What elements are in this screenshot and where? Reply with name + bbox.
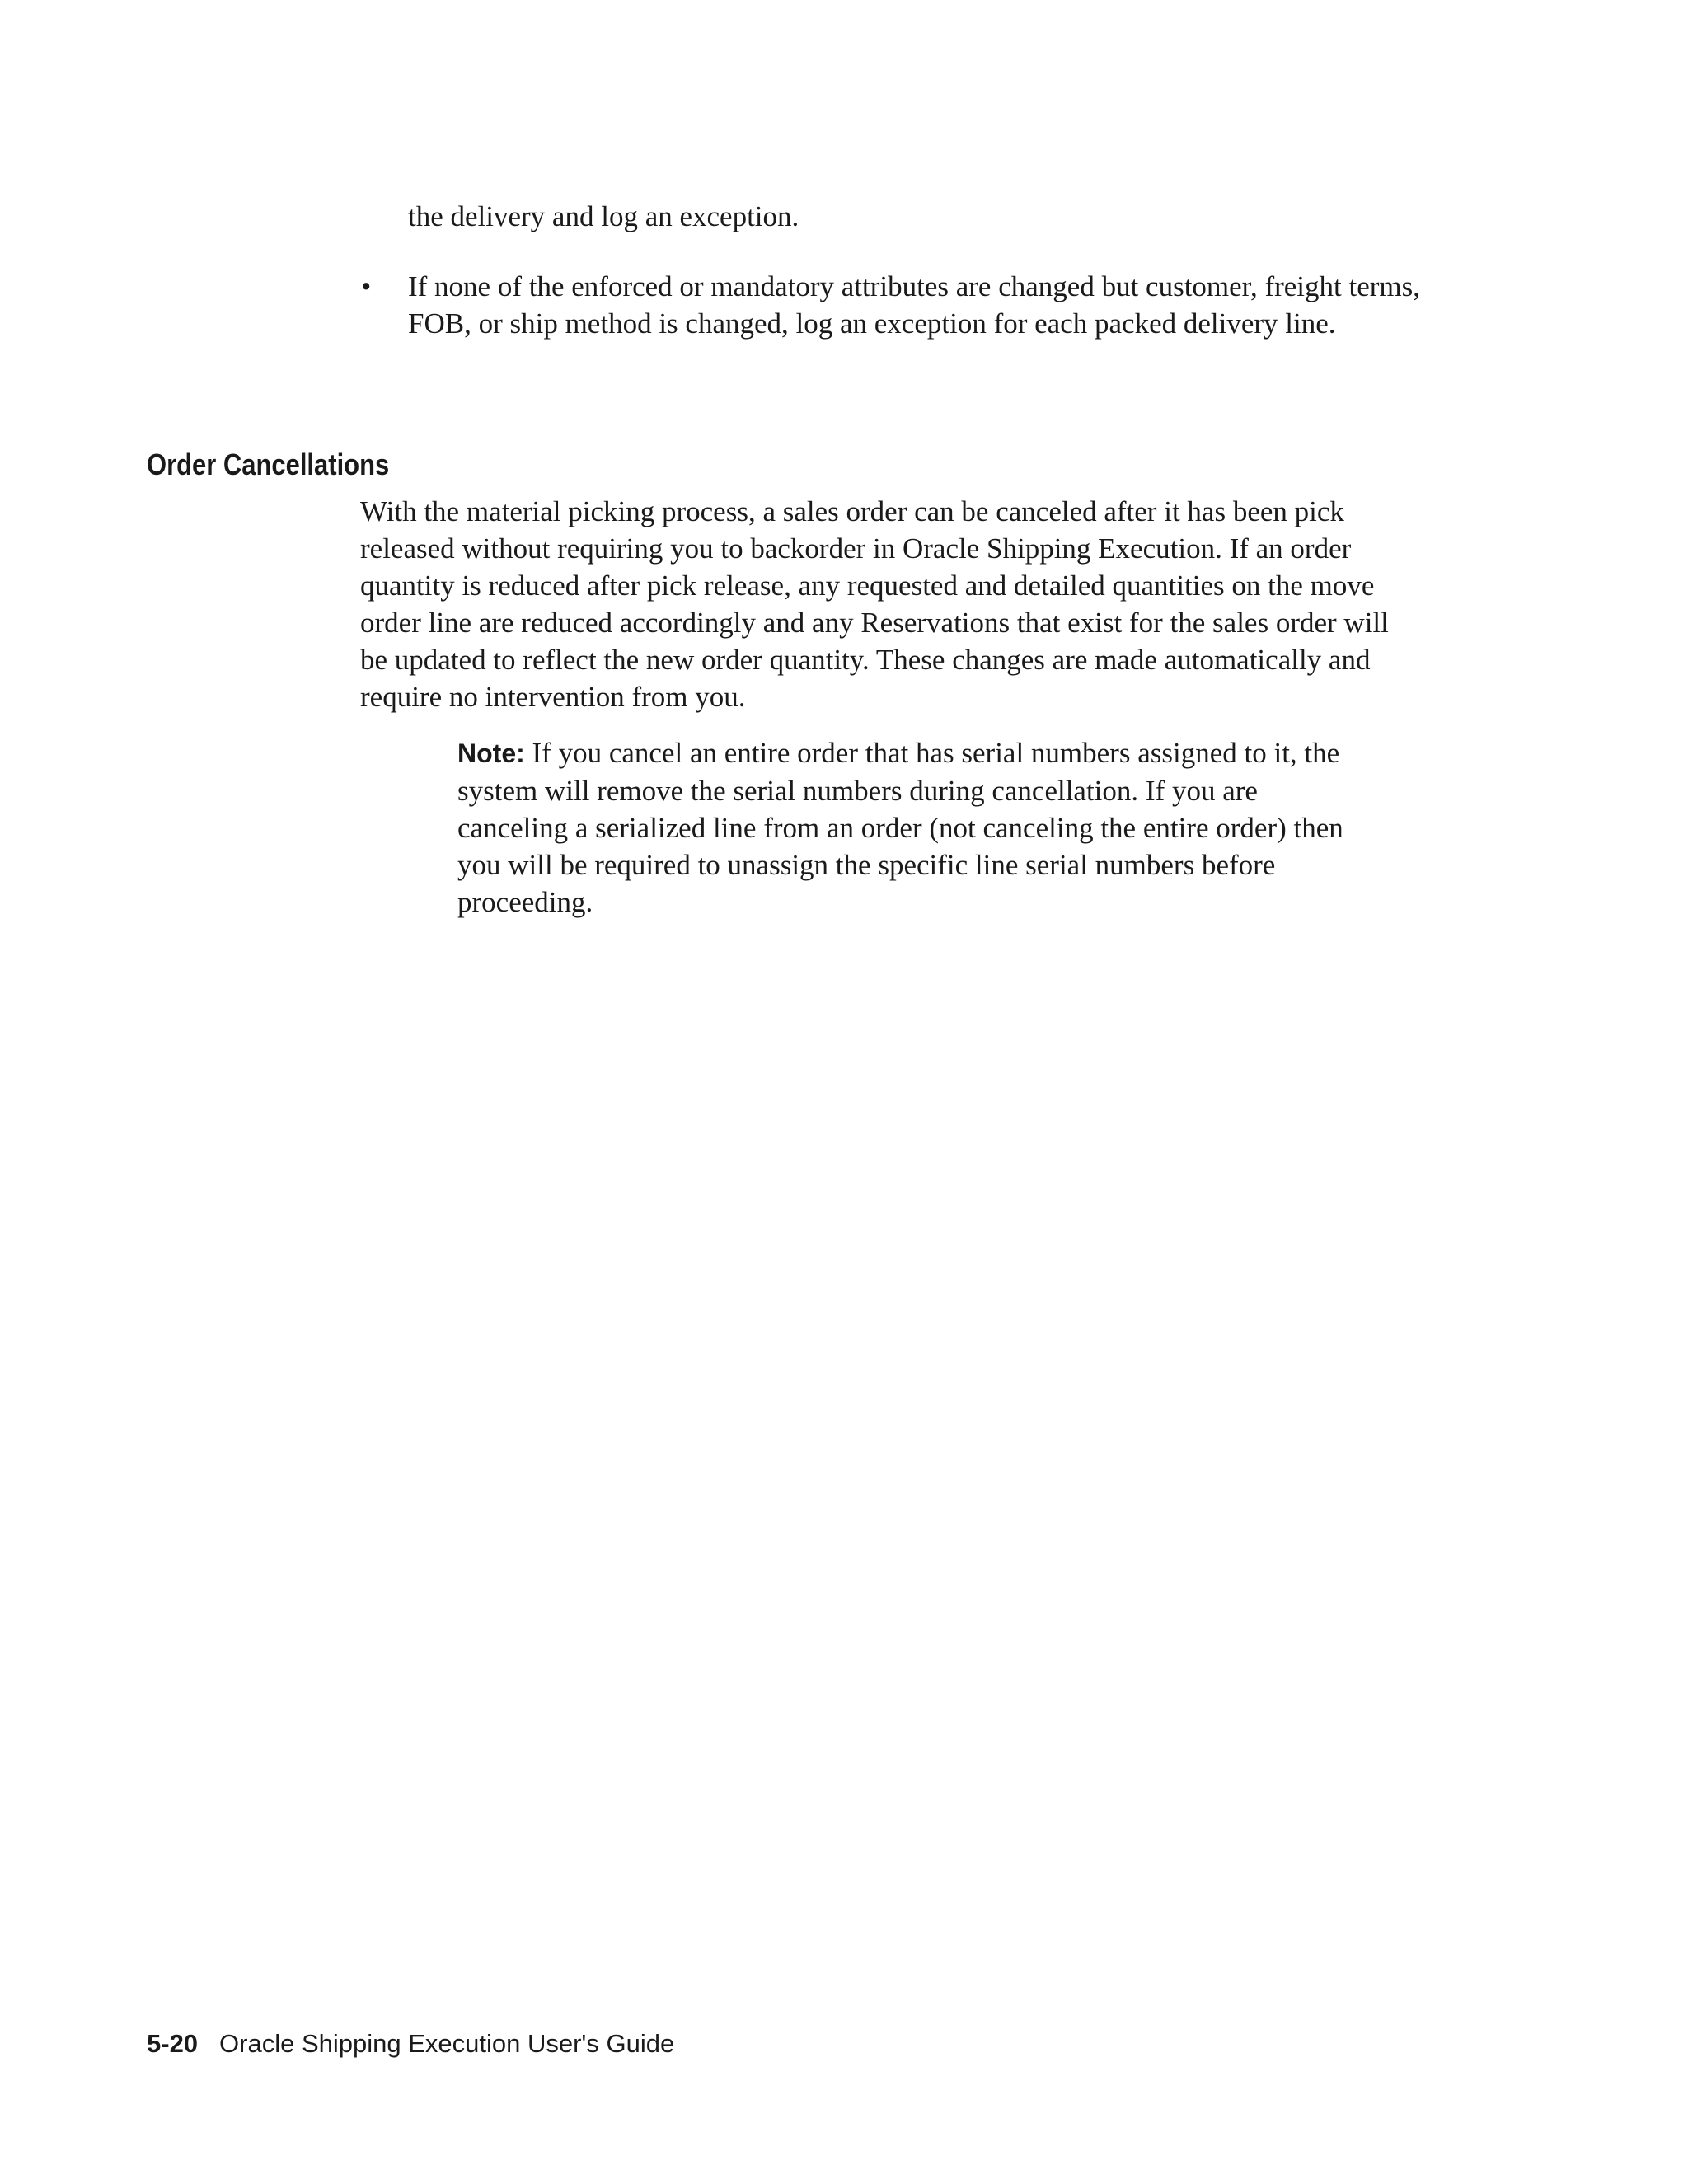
note-label: Note: xyxy=(457,738,525,768)
page-footer xyxy=(147,2027,674,2060)
section-heading: Order Cancellations xyxy=(147,448,390,481)
bullet-list-item xyxy=(361,268,1441,342)
section-paragraph: With the material picking process, a sales order can be canceled after it has been pick released without requiring you to backorder in Oracle Shipping Execution. If an order quantity is reduced after pick release, any requested and detailed quantities on the move order line are reduced accordingly and any Reservations that exist for the sales order will be updated to reflect the new order quantity. These changes are made automatically and require no intervention from you. xyxy=(360,495,1389,713)
note-text: If you cancel an entire order that has serial numbers assigned to it, the system will remove the serial numbers during cancellation. If you are canceling a serialized line from an order (not canceling the entire order) then you will be required to unassign the specific line serial numbers before proceeding. xyxy=(457,737,1343,918)
bullet-text: If none of the enforced or mandatory attributes are changed but customer, freight terms, FOB, or ship method is changed, log an exception for each packed delivery line. xyxy=(408,270,1420,340)
note-block xyxy=(457,734,1356,921)
continuation-text: the delivery and log an exception. xyxy=(408,200,799,232)
page-number: 5-20 xyxy=(147,2029,199,2058)
guide-title: Oracle Shipping Execution User's Guide xyxy=(219,2029,675,2058)
bullet-icon: • xyxy=(361,270,372,302)
